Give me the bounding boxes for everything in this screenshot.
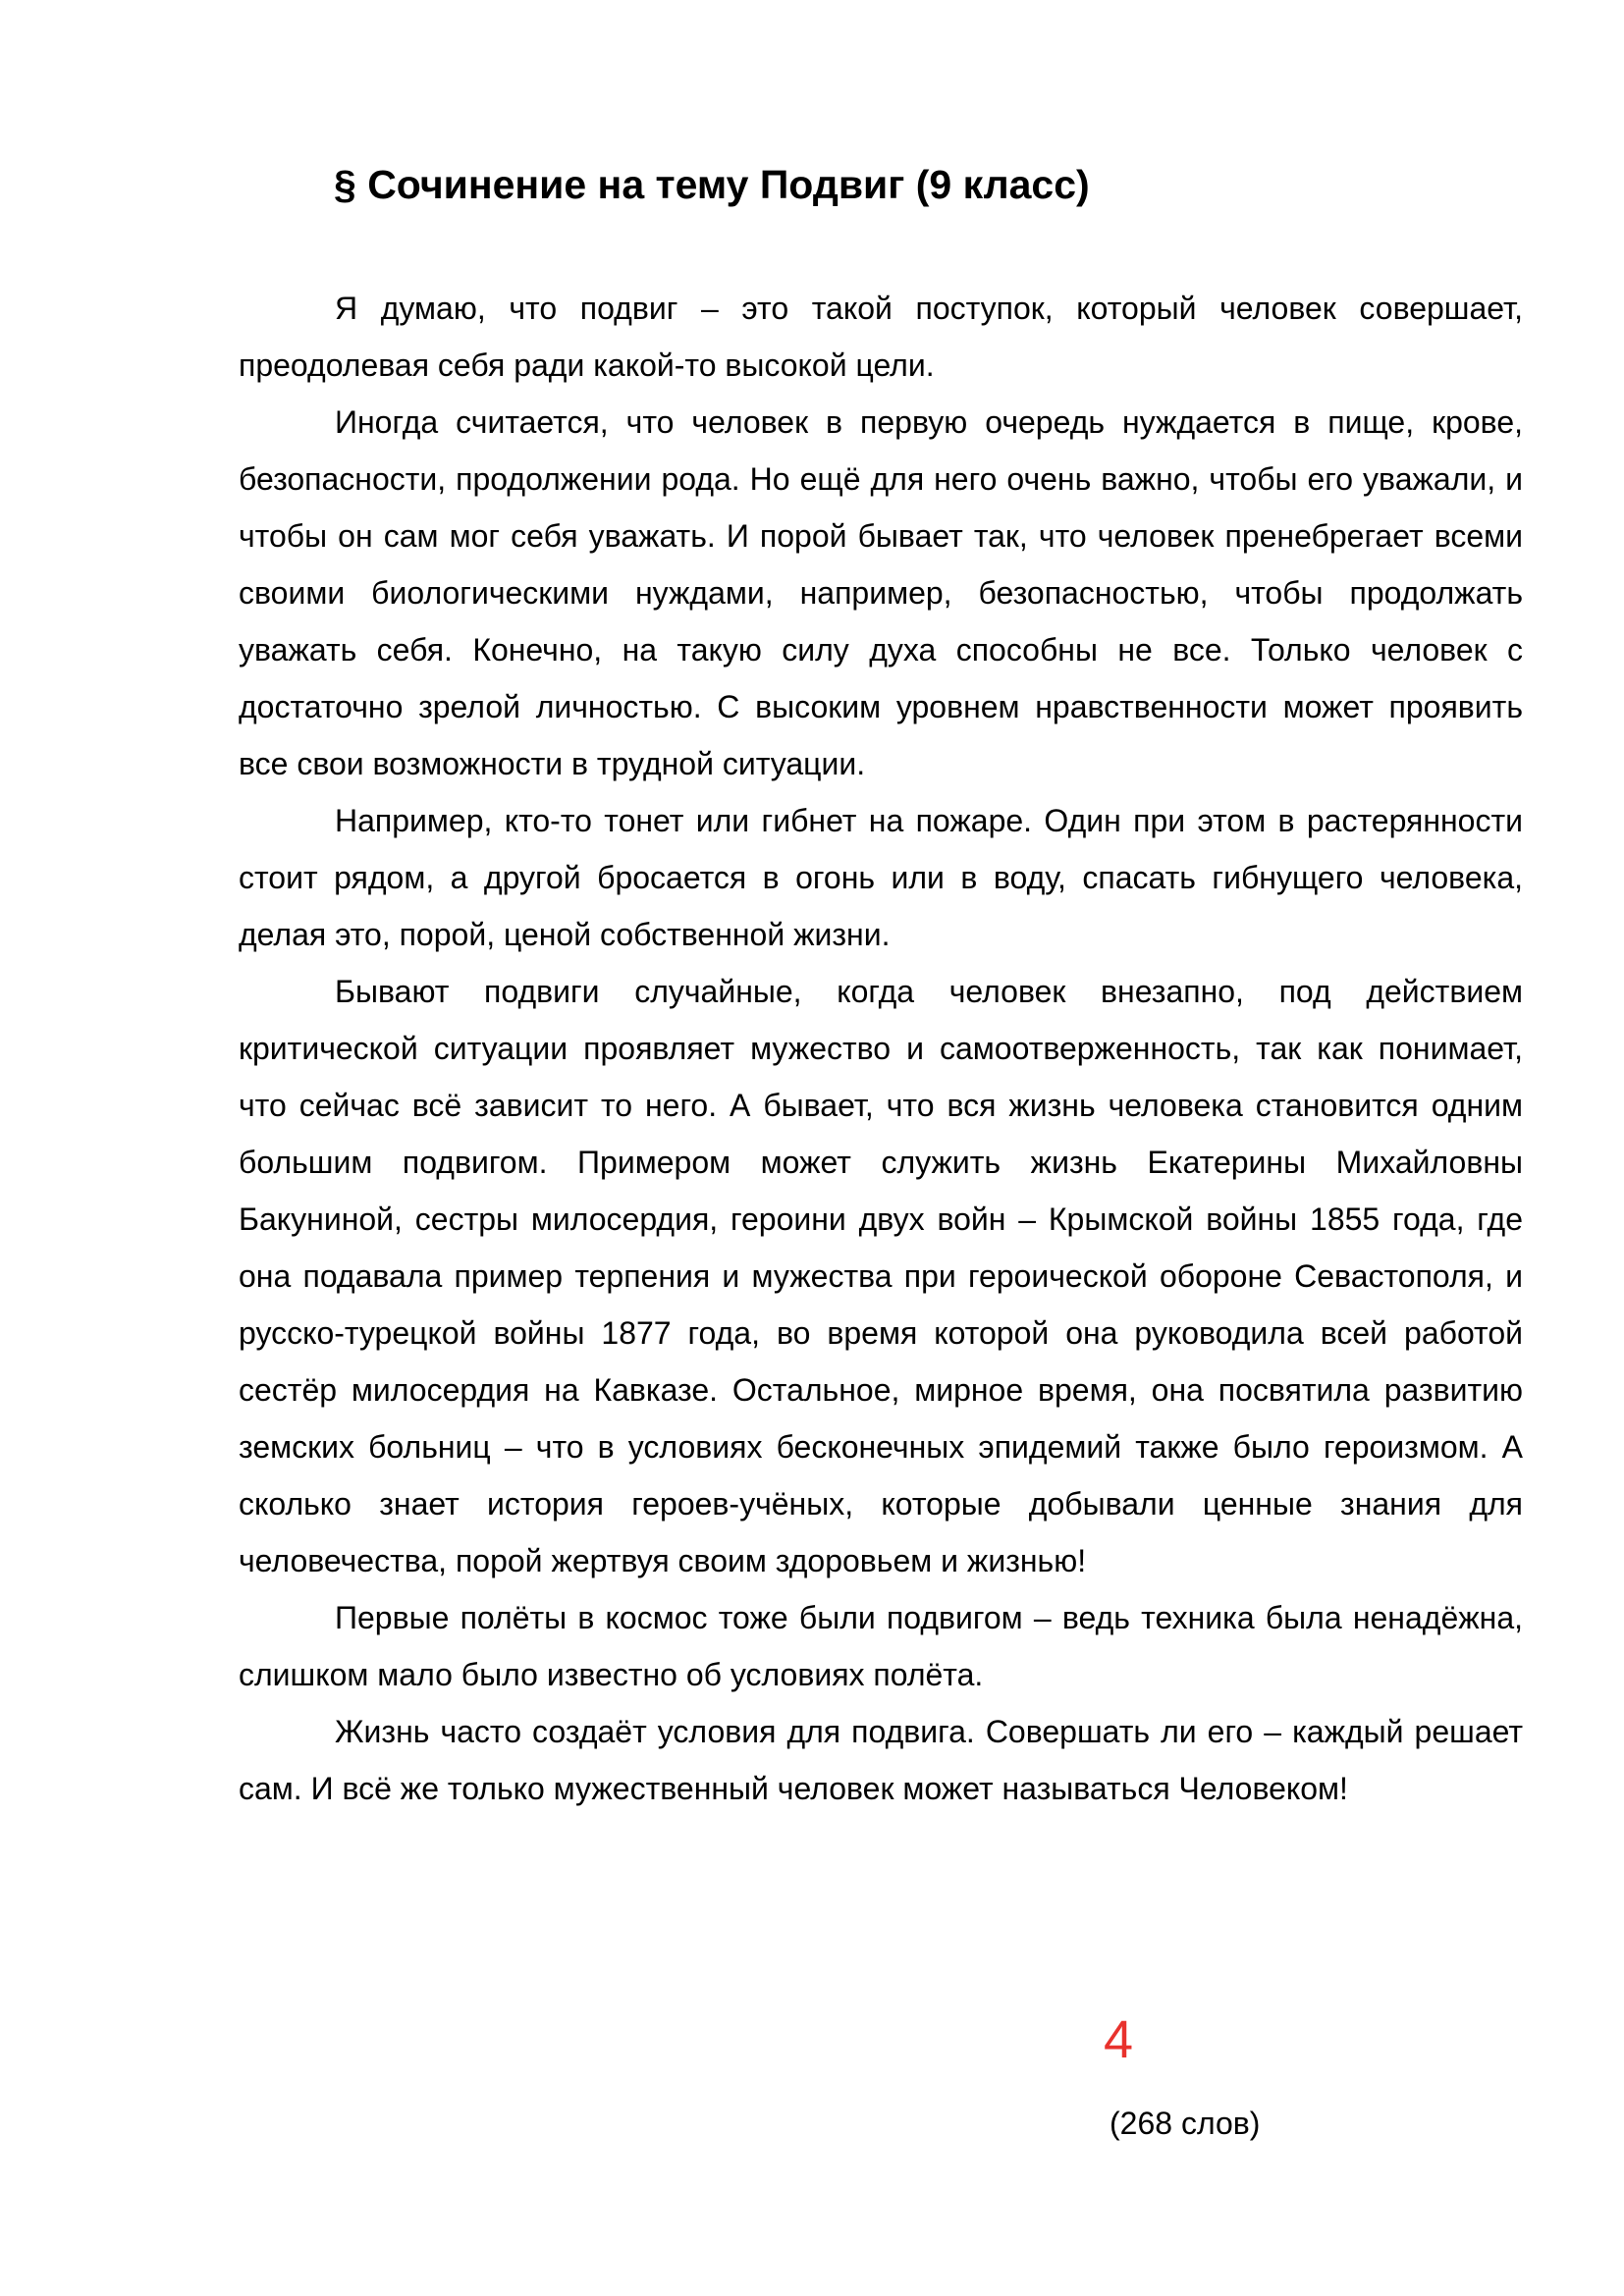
essay-paragraph-4: Бывают подвиги случайные, когда человек внезапно, под действием критической ситуации проявляет мужество и самоотверженность, так как понимает, что сейчас всё зависит то него. А бывает, что вся жизнь человека становится одним большим подвигом. Примером может служить жизнь Екатерины Михайловны Бакуниной, сестры милосердия, героини двух войн – Крымской войны 1855 года, где она подавала пример терпения и мужества при героической обороне Севастополя, и русско-турецкой войны 1877 года, во время которой она руководила всей работой сестёр милосердия на Кавказе. Остальное, мирное время, она посвятила развитию земских больниц – что в условиях бесконечных эпидемий также было героизмом. А сколько знает история героев-учёных, которые добывали ценные знания для человечества, порой жертвуя своим здоровьем и жизнью! [239, 974, 1523, 1578]
essay-paragraph-6: Жизнь часто создаёт условия для подвига. Совершать ли его – каждый решает сам. И всё же только мужественный человек может называться Человеком! [239, 1714, 1523, 1806]
essay-paragraph-1: Я думаю, что подвиг – это такой поступок, который человек совершает, преодолевая себя ради какой-то высокой цели. [239, 291, 1523, 383]
grade-mark: 4 [1104, 2010, 1134, 2069]
essay-paragraph-2: Иногда считается, что человек в первую очередь нуждается в пище, крове, безопасности, продолжении рода. Но ещё для него очень важно, чтобы его уважали, и чтобы он сам мог себя уважать. И порой бывает так, что человек пренебрегает всеми своими биологическими нуждами, например, безопасностью, чтобы продолжать уважать себя. Конечно, на такую силу духа способны не все. Только человек с достаточно зрелой личностью. С высоким уровнем нравственности может проявить все свои возможности в трудной ситуации. [239, 404, 1523, 781]
essay-paragraph-3: Например, кто-то тонет или гибнет на пожаре. Один при этом в растерянности стоит рядом, а другой бросается в огонь или в воду, спасать гибнущего человека, делая это, порой, ценой собственной жизни. [239, 803, 1523, 952]
word-count: (268 слов) [1110, 2106, 1261, 2141]
essay-paragraph-5: Первые полёты в космос тоже были подвигом – ведь техника была ненадёжна, слишком мало было известно об условиях полёта. [239, 1600, 1523, 1692]
essay-body [239, 280, 1523, 1817]
page-title: § Сочинение на тему Подвиг (9 класс) [334, 162, 1090, 207]
